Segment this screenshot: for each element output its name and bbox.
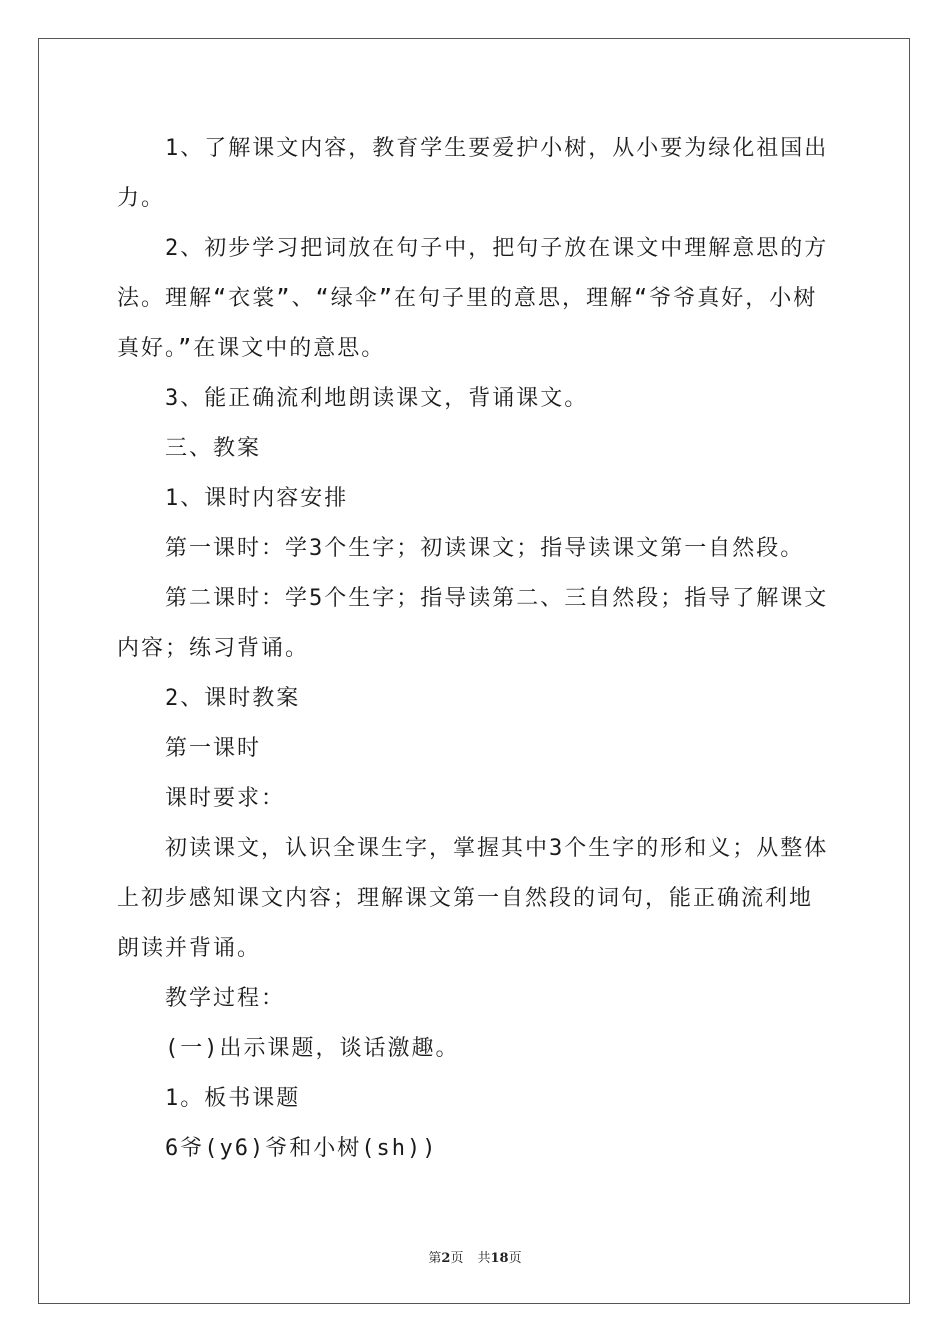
total-prefix: 共 [477,1251,491,1266]
total-suffix: 页 [508,1251,522,1266]
paragraph-objective-3: 3、能正确流利地朗读课文，背诵课文。 [165,386,589,411]
section-heading-lesson-plan: 三、教案 [165,436,262,461]
total-pages: 18 [490,1251,509,1266]
paragraph-first-period: 第一课时：学3个生字；初读课文；指导读课文第一自然段。 [165,536,805,561]
page-suffix: 页 [450,1251,464,1266]
paragraph-objective-2: 2、初步学习把词放在句子中，把句子放在课文中理解意思的方法。理解“衣裳”、“绿伞”在句子里的意思，理解“爷爷真好，小树真好。”在课文中的意思。 [117,236,829,361]
page-prefix: 第 [428,1251,442,1266]
document-body [117,124,835,1174]
page-footer [0,1247,950,1266]
lesson-title: 6爷(y6)爷和小树(sh)) [165,1136,438,1161]
step-board-title: 1。板书课题 [165,1086,301,1111]
paragraph-objective-1: 1、了解课文内容，教育学生要爱护小树，从小要为绿化祖国出力。 [117,136,829,211]
subheading-schedule: 1、课时内容安排 [165,486,349,511]
paragraph-requirements: 初读课文，认识全课生字，掌握其中3个生字的形和义；从整体上初步感知课文内容；理解课文第一自然段的词句，能正确流利地朗读并背诵。 [117,836,829,961]
label-requirements: 课时要求： [165,786,286,811]
step-show-title: (一)出示课题，谈话激趣。 [165,1036,460,1061]
heading-first-period: 第一课时 [165,736,262,761]
page-number: 2 [441,1251,451,1266]
subheading-period-plan: 2、课时教案 [165,686,301,711]
paragraph-second-period: 第二课时：学5个生字；指导读第二、三自然段；指导了解课文内容；练习背诵。 [117,586,829,661]
label-teaching-process: 教学过程： [165,986,286,1011]
